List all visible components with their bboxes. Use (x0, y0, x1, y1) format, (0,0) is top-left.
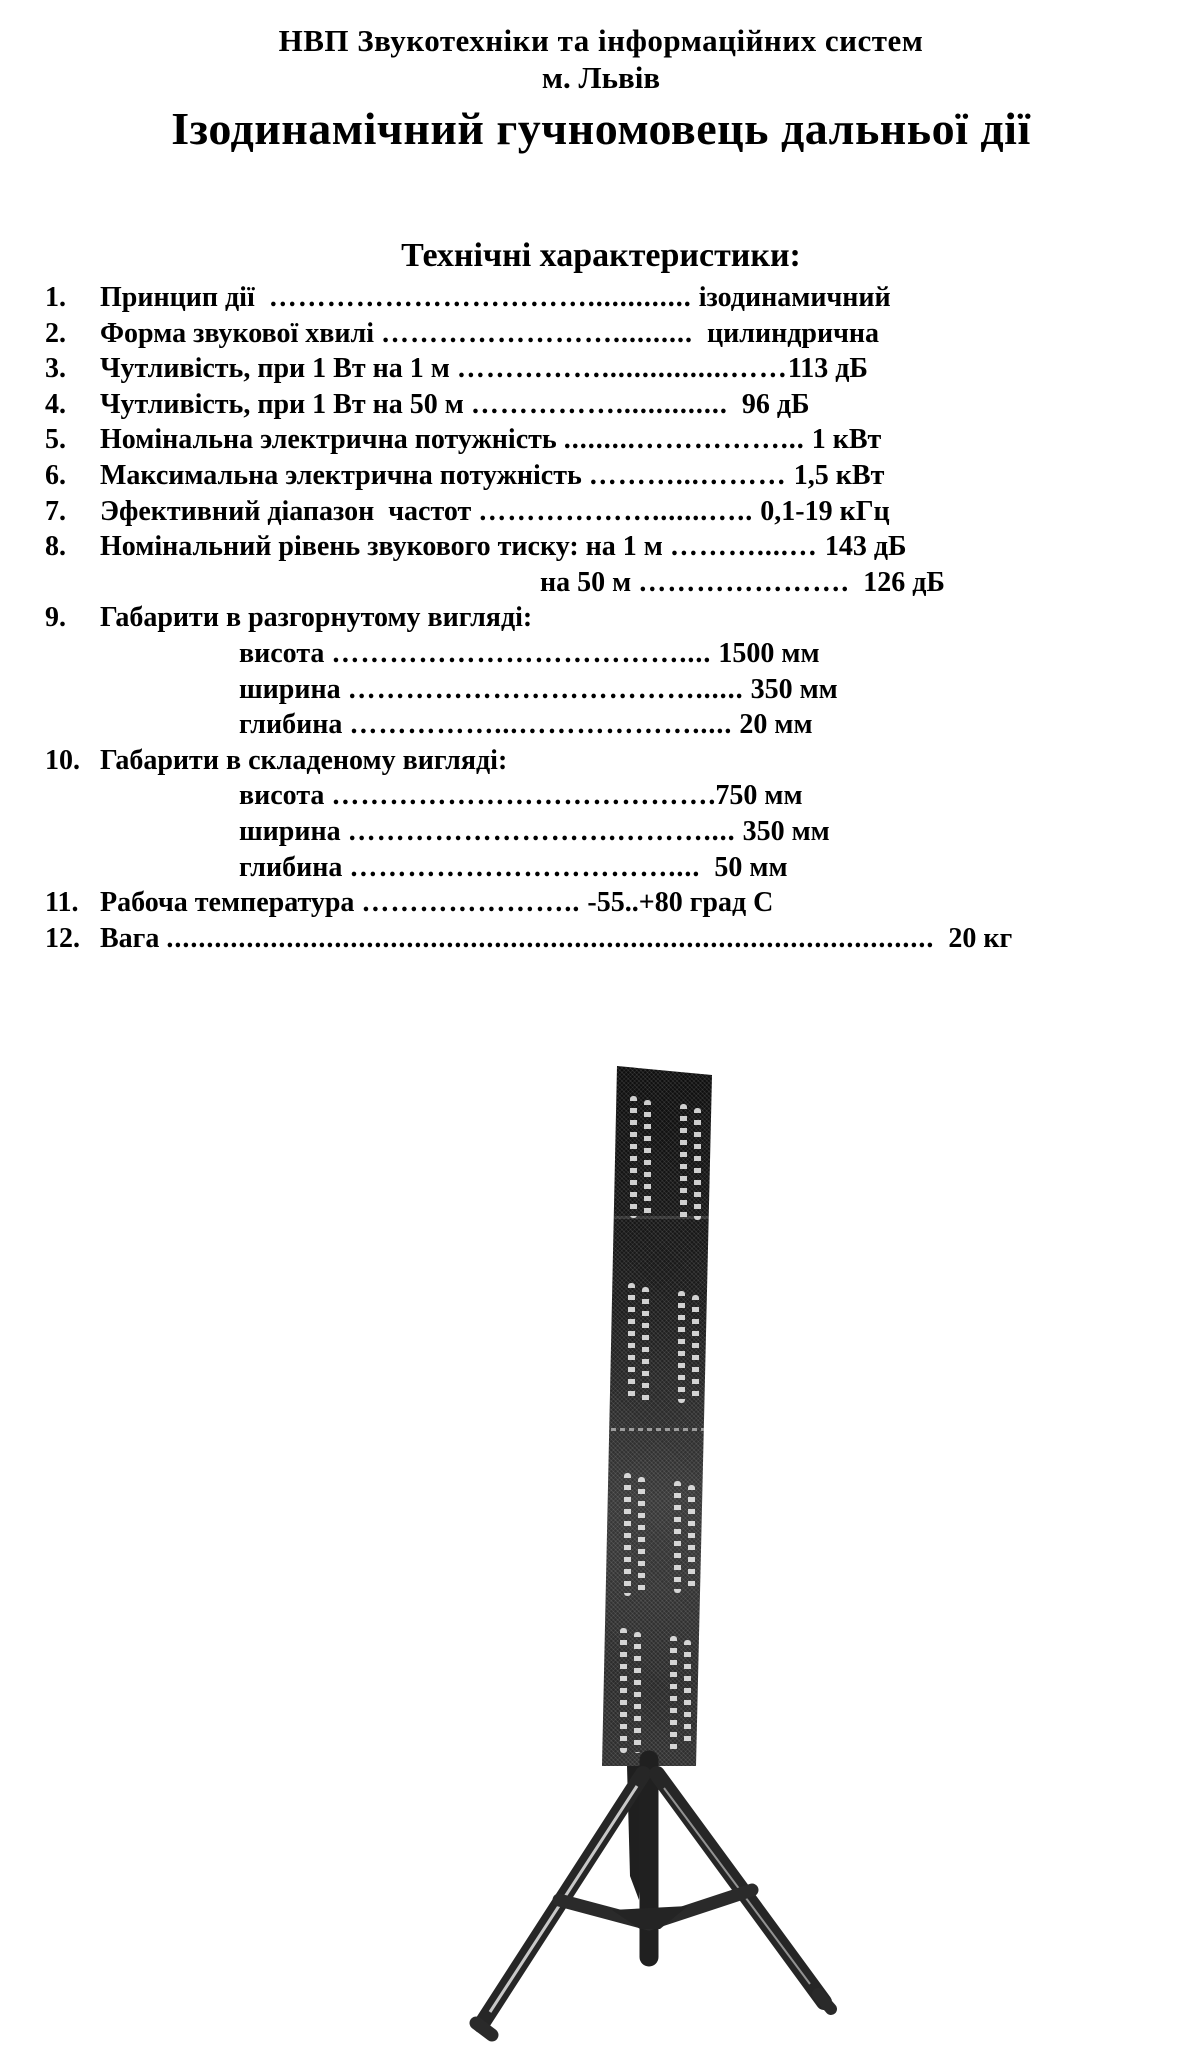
spec-value: -55..+80 град С (580, 887, 774, 919)
spec-value: 96 дБ (727, 388, 810, 420)
spec-number: 5. (45, 424, 66, 456)
spec-value: 0,1-19 кГц (753, 495, 890, 527)
document-page (0, 22, 1202, 956)
dot-leader: ................................................................................................ (166, 922, 935, 954)
spec-label: Вага (100, 922, 167, 954)
spec-number: 3. (45, 353, 66, 385)
spec-value: 1500 мм (711, 637, 820, 669)
spec-value: 350 мм (735, 815, 830, 847)
dot-leader: …………………. (638, 566, 850, 598)
slot-strip (642, 1287, 649, 1403)
spec-value: 50 мм (700, 851, 788, 883)
spec-number: 12. (45, 922, 80, 954)
spec-label: Чутливість, при 1 Вт на 50 м (100, 388, 471, 420)
spec-value: 143 дБ (817, 531, 907, 563)
spec-label: ширина (239, 815, 348, 847)
spec-number: 8. (45, 531, 66, 563)
spec-number: 4. (45, 388, 66, 420)
spec-label: висота (239, 637, 332, 669)
spec-value: 126 дБ (849, 566, 945, 598)
dot-leader: ……………………………............. (268, 282, 692, 313)
spec-label: Чутливість, при 1 Вт на 1 м (100, 353, 457, 385)
loudspeaker-figure (40, 38, 1202, 2058)
spec-value: 1 кВт (804, 424, 882, 456)
dot-leader: ……………................…… (456, 353, 788, 385)
slot-strip (674, 1481, 681, 1593)
slot-strip (624, 1473, 631, 1596)
dot-leader: ……………….......….. (478, 495, 754, 527)
slot-strip (692, 1295, 699, 1401)
spec-label: висота (239, 780, 332, 812)
slot-strip (694, 1108, 701, 1220)
speaker-column-image (602, 1066, 714, 1766)
dot-leader: …………………………….... (349, 851, 701, 883)
dot-leader: …………………….......... (381, 317, 694, 349)
slot-strip (630, 1096, 637, 1218)
dot-leader: ………………….. (361, 887, 581, 919)
dot-leader: ………....… (669, 531, 818, 563)
spec-label: ширина (239, 673, 348, 705)
dot-leader: .........……………... (563, 424, 805, 456)
spec-number: 6. (45, 459, 66, 491)
spec-number: 1. (45, 282, 66, 313)
spec-label: глибина (239, 851, 350, 883)
spec-value: цилиндрична (693, 317, 880, 349)
spec-value: .750 мм (708, 780, 803, 812)
dot-leader: ………………………………...... (347, 673, 744, 705)
spec-value: 350 мм (743, 673, 838, 705)
spec-label: Габарити в разгорнутому вигляді: (100, 602, 533, 634)
spec-value: 20 кг (934, 922, 1013, 954)
spec-label: Принцип дії (100, 282, 269, 313)
spec-label: Эфективний діапазон частот (100, 495, 479, 527)
dot-leader: ………...……… (588, 459, 787, 491)
specs-heading: Технічні характеристики: (401, 237, 801, 274)
dot-leader: ……………………………….... (331, 637, 712, 669)
slot-strip (644, 1100, 651, 1218)
spec-label: глибина (239, 709, 350, 741)
document-title: Ізодинамічний гучномовець дальньої дії (171, 103, 1031, 154)
spec-number: 7. (45, 495, 66, 527)
slot-strip (628, 1283, 635, 1403)
org-name-line: НВП Звукотехніки та інформаційних систем (278, 23, 924, 58)
spec-label: Габарити в складеному вигляді: (100, 744, 508, 776)
spec-label: Рабоча температура (100, 887, 362, 919)
spec-label: Номінальна электрична потужність (100, 424, 564, 456)
slot-strip (688, 1485, 695, 1591)
spec-value: 1,5 кВт (786, 459, 885, 491)
spec-value: 20 мм (732, 709, 813, 741)
spec-label: Максимальна электрична потужність (100, 459, 589, 491)
slot-strip (678, 1291, 685, 1403)
spec-number: 11. (45, 887, 79, 919)
dot-leader: ……………...………………..... (349, 709, 733, 741)
spec-number: 2. (45, 317, 66, 349)
dot-leader: …………….............. (470, 388, 728, 420)
dot-leader: ……………………….……….... (347, 815, 736, 847)
spec-label: на 50 м (540, 566, 639, 598)
spec-value: 113 дБ (787, 353, 868, 385)
dot-leader: ………………………………… (331, 780, 709, 812)
spec-label: Форма звукової хвилі (100, 317, 382, 349)
spec-number: 10. (45, 744, 80, 776)
slot-strip (638, 1477, 645, 1596)
spec-number: 9. (45, 602, 66, 634)
tripod-stand-image (440, 1728, 860, 2048)
spec-label: Номінальний рівень звукового тиску: на 1 м (100, 531, 670, 563)
slot-strip (680, 1104, 687, 1222)
spec-value: ізодинамичний (691, 282, 891, 313)
city-line: м. Львів (541, 60, 661, 95)
panel-joint-seam (602, 1428, 714, 1431)
